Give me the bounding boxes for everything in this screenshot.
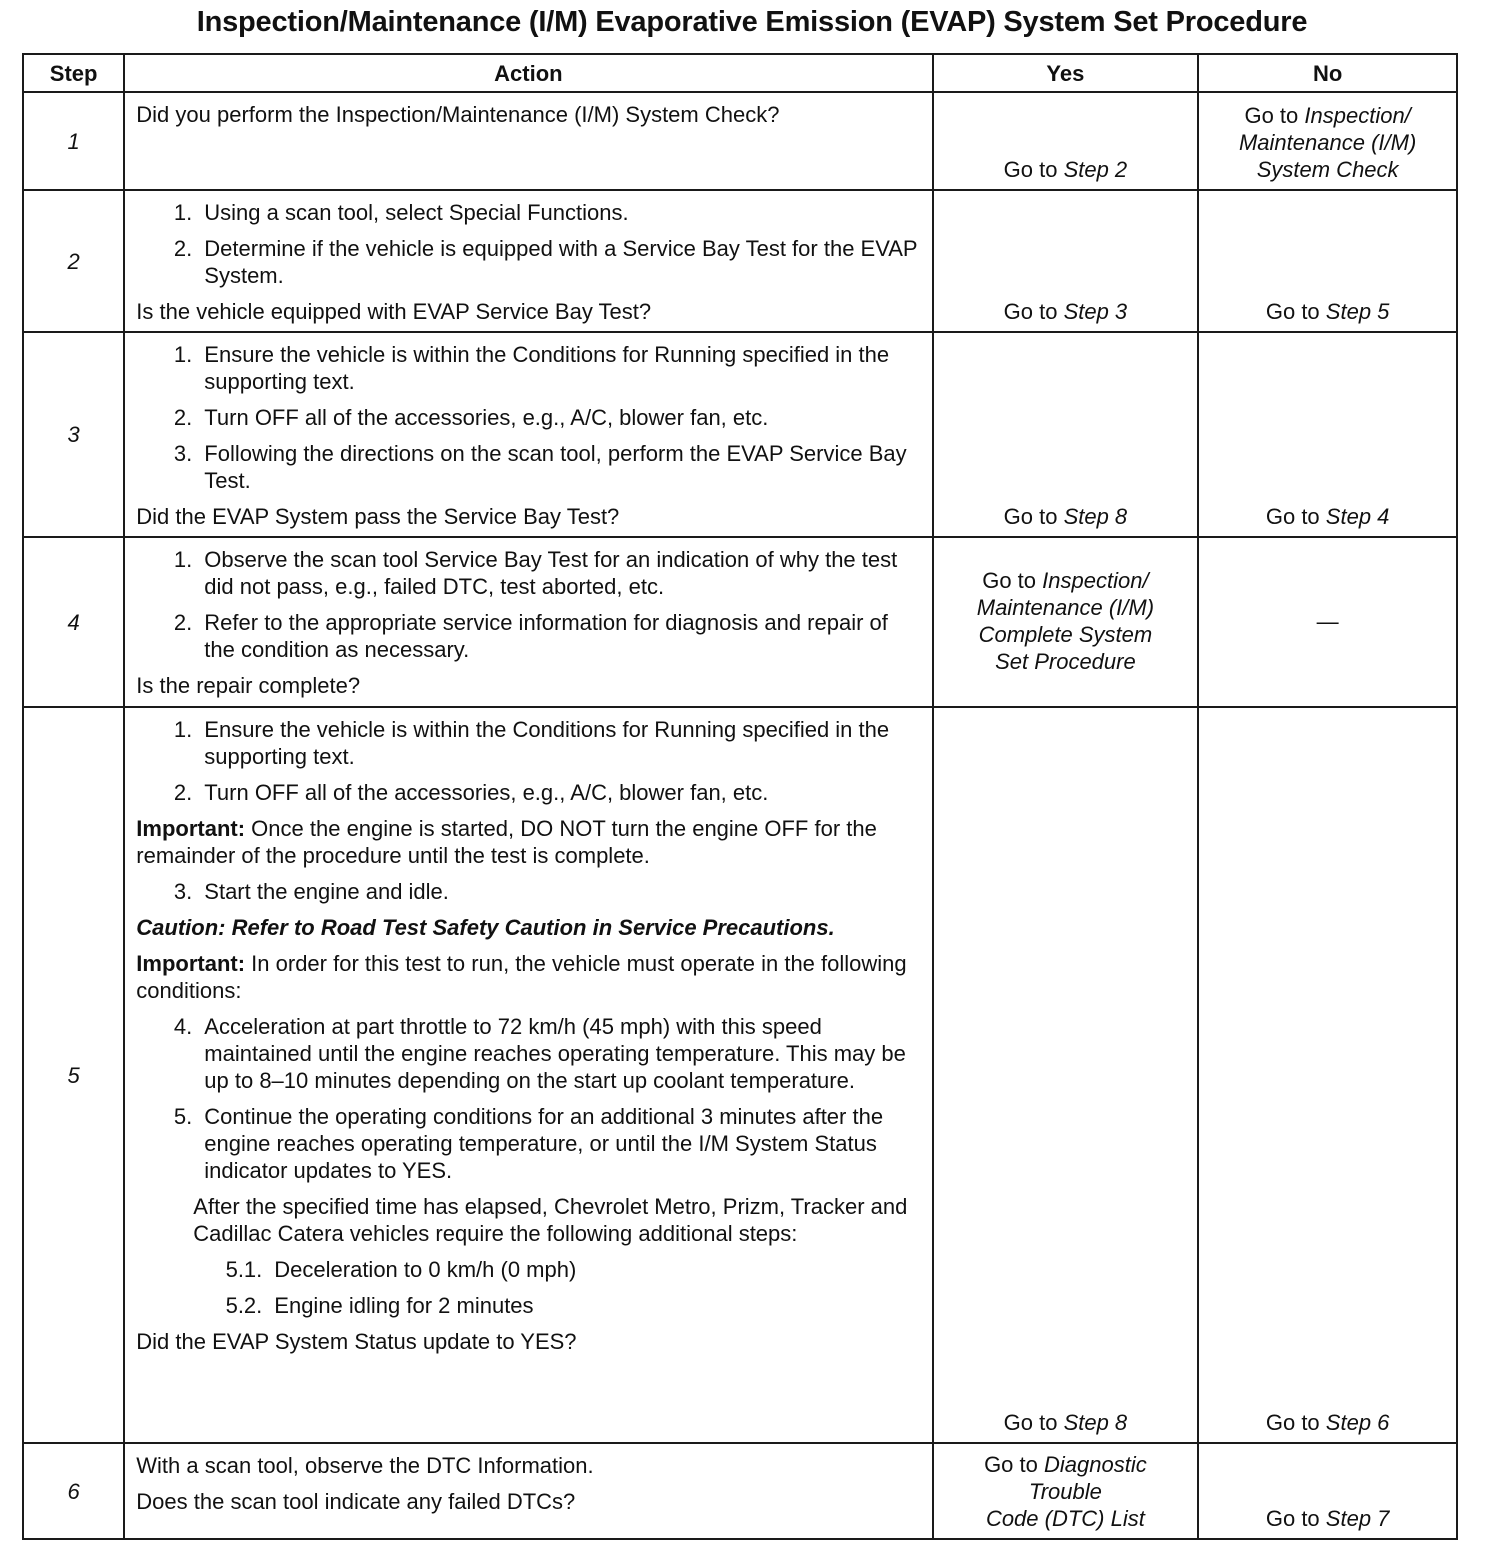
important-label: Important: [136, 816, 246, 841]
list-item: 3. Following the directions on the scan tool, perform the EVAP Service Bay Test. [173, 441, 907, 493]
table-row [23, 92, 1457, 190]
no-link[interactable]: Step 6 [1325, 1410, 1390, 1435]
go-to-text: Go to [1003, 1410, 1058, 1435]
yes-link[interactable]: Trouble [1028, 1479, 1102, 1504]
no-cell [1198, 92, 1457, 190]
yes-link[interactable]: Complete System [978, 622, 1153, 647]
header-no: No [1198, 54, 1457, 92]
list-item: 1. Ensure the vehicle is within the Conditions for Running specified in the supporting text. [173, 342, 890, 394]
go-to-text: Go to [1265, 1506, 1320, 1531]
go-to-text: Go to [1003, 299, 1058, 324]
list-note: After the specified time has elapsed, Chevrolet Metro, Prizm, Tracker and Cadillac Catera vehicles require the following additional steps: [193, 1194, 908, 1246]
list-item: 1. Using a scan tool, select Special Functions. [173, 200, 629, 225]
step-number: 6 [23, 1443, 124, 1539]
question: Did you perform the Inspection/Maintenance (I/M) System Check? [136, 102, 780, 127]
question: Did the EVAP System Status update to YES? [136, 1329, 577, 1354]
question: Did the EVAP System pass the Service Bay Test? [136, 504, 620, 529]
important-note [136, 950, 921, 1004]
go-to-text: Go to [1244, 103, 1299, 128]
action-cell [124, 332, 932, 537]
step-number: 5 [23, 707, 124, 1443]
yes-cell [933, 1443, 1199, 1539]
yes-link[interactable]: Maintenance (I/M) [976, 595, 1155, 620]
instruction: With a scan tool, observe the DTC Information. [136, 1453, 594, 1478]
list-item: 2. Determine if the vehicle is equipped with a Service Bay Test for the EVAP System. [173, 236, 918, 288]
action-cell [124, 92, 932, 190]
procedure-table [22, 53, 1458, 1540]
go-to-text: Go to [982, 568, 1037, 593]
no-link[interactable]: Maintenance (I/M) [1238, 130, 1417, 155]
no-cell [1198, 707, 1457, 1443]
important-label: Important: [136, 951, 246, 976]
table-row [23, 190, 1457, 332]
table-row [23, 537, 1457, 707]
no-cell: — [1198, 537, 1457, 707]
question: Is the vehicle equipped with EVAP Service Bay Test? [136, 299, 652, 324]
go-to-text: Go to [984, 1452, 1038, 1477]
go-to-text: Go to [1265, 504, 1320, 529]
no-cell [1198, 1443, 1457, 1539]
yes-link[interactable]: Code (DTC) List [985, 1506, 1145, 1531]
list-item: 1. Observe the scan tool Service Bay Test for an indication of why the test did not pass, e.g., failed DTC, test aborted, etc. [173, 547, 898, 599]
no-cell [1198, 190, 1457, 332]
no-link[interactable]: Step 7 [1325, 1506, 1390, 1531]
list-item: 1. Ensure the vehicle is within the Conditions for Running specified in the supporting text. [173, 717, 890, 769]
step-number: 4 [23, 537, 124, 707]
important-text: In order for this test to run, the vehicle must operate in the following conditions: [136, 951, 907, 1003]
header-action: Action [124, 54, 932, 92]
list-item: 2. Refer to the appropriate service information for diagnosis and repair of the condition as necessary. [173, 610, 888, 662]
yes-link[interactable]: Step 3 [1063, 299, 1128, 324]
no-link[interactable]: Inspection/ [1304, 103, 1411, 128]
table-row [23, 707, 1457, 1443]
go-to-text: Go to [1003, 157, 1058, 182]
yes-cell [933, 190, 1199, 332]
caution-note: Caution: Refer to Road Test Safety Caution in Service Precautions. [136, 915, 835, 940]
table-row [23, 1443, 1457, 1539]
action-cell [124, 1443, 932, 1539]
list-item: 2. Turn OFF all of the accessories, e.g., A/C, blower fan, etc. [173, 405, 769, 430]
yes-link[interactable]: Step 2 [1063, 157, 1128, 182]
important-note [136, 815, 921, 869]
list-item: 3. Start the engine and idle. [173, 879, 449, 904]
page-title: Inspection/Maintenance (I/M) Evaporative Emission (EVAP) System Set Procedure [196, 6, 1308, 38]
question: Does the scan tool indicate any failed DTCs? [136, 1489, 576, 1514]
step-number: 1 [23, 92, 124, 190]
action-cell [124, 190, 932, 332]
list-item: 5. Continue the operating conditions for an additional 3 minutes after the engine reaches operating temperature, or until the I/M System Status indicator updates to YES. [173, 1104, 884, 1183]
yes-link[interactable]: Step 8 [1063, 1410, 1128, 1435]
go-to-text: Go to [1003, 504, 1058, 529]
step-number: 2 [23, 190, 124, 332]
table-row [23, 332, 1457, 537]
important-text: Once the engine is started, DO NOT turn the engine OFF for the remainder of the procedure until the test is complete. [136, 816, 877, 868]
yes-cell [933, 332, 1199, 537]
list-item: 2. Turn OFF all of the accessories, e.g., A/C, blower fan, etc. [173, 780, 769, 805]
no-link[interactable]: System Check [1256, 157, 1399, 182]
yes-link[interactable]: Set Procedure [995, 649, 1136, 674]
action-cell [124, 707, 932, 1443]
no-cell [1198, 332, 1457, 537]
no-link[interactable]: Step 4 [1325, 504, 1390, 529]
no-link[interactable]: Step 5 [1325, 299, 1390, 324]
sub-list-item: 5.2. Engine idling for 2 minutes [225, 1293, 534, 1318]
yes-cell [933, 92, 1199, 190]
step-number: 3 [23, 332, 124, 537]
header-step: Step [23, 54, 124, 92]
header-yes: Yes [933, 54, 1199, 92]
yes-cell [933, 707, 1199, 1443]
table-header-row [23, 54, 1457, 92]
go-to-text: Go to [1265, 1410, 1320, 1435]
question: Is the repair complete? [136, 673, 361, 698]
yes-link[interactable]: Diagnostic [1044, 1452, 1147, 1477]
action-cell [124, 537, 932, 707]
yes-cell [933, 537, 1199, 707]
sub-list-item: 5.1. Deceleration to 0 km/h (0 mph) [225, 1257, 577, 1282]
yes-link[interactable]: Step 8 [1063, 504, 1128, 529]
yes-link[interactable]: Inspection/ [1042, 568, 1149, 593]
list-item: 4. Acceleration at part throttle to 72 km/h (45 mph) with this speed maintained until the engine reaches operating temperature. This may be up to 8–10 minutes depending on the start up coolant temperature. [173, 1014, 906, 1093]
go-to-text: Go to [1265, 299, 1320, 324]
